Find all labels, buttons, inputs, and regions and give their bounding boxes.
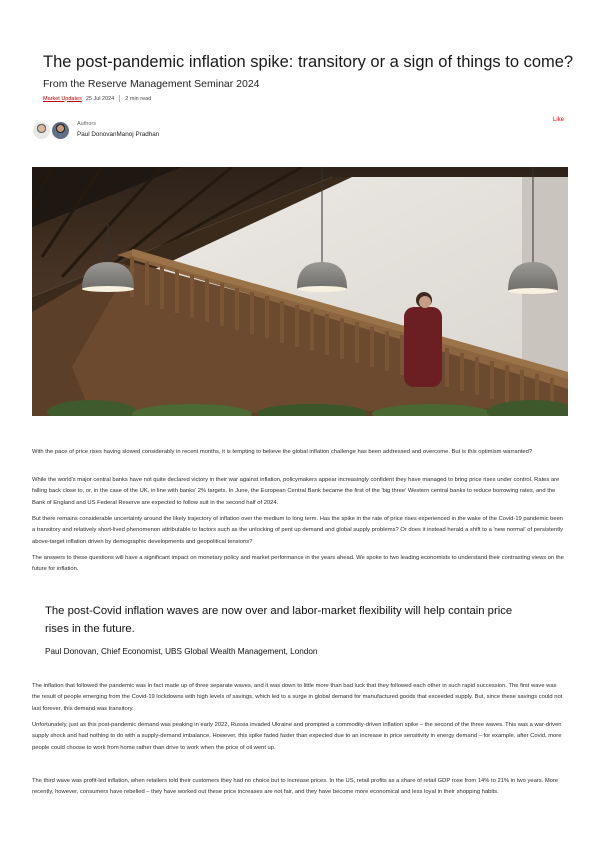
body-paragraph: The inflation that followed the pandemic was in fact made up of three separate waves, and it was down to little more than bad luck that they followed each other in such rapid succession. The first wave was the result of people emerging from the Covid-19 lockdowns with high levels of savings, which led to a surge in global demand for manufactured goods that exceeded supply. But, since these savings could not last forever, this demand was transitory. <box>32 683 563 712</box>
pull-quote: The post-Covid inflation waves are now over and labor-market flexibility will help contain price rises in the future. <box>45 605 513 635</box>
quote-attribution: Paul Donovan, Chief Economist, UBS Global Wealth Management, London <box>45 647 318 656</box>
body-paragraph: Unfortunately, just as this post-pandemic demand was peaking in early 2022, Russia invaded Ukraine and prompted a commodity-driven inflation spike – the second of the three waves. This was a war-driven supply shock and had nothing to do with a supply-demand imbalance. However, this spike faded faster than expected due to an increase in price sensitivity in energy demand – for example, after Covid, more people could choose to work from home rather than drive to work when the price of oil went up. <box>32 722 562 751</box>
author-avatars <box>32 121 72 141</box>
intro-paragraph: The answers to these questions will have a significant impact on monetary policy and market performance in the years ahead. We spoke to two leading economists to understand their contrasting views on the future for inflation. <box>32 555 564 573</box>
intro-paragraph: While the world's major central banks have not quite declared victory in their war against inflation, policymakers appear increasingly confident they have managed to bring price rises under control. Rates are falling back close to, or, in the case of the UK, in line with banks' 2% targets. In June, the European Central Bank became the first of the 'big three' Western central banks to reduce borrowing rates, and the Bank of England and US Federal Reserve are expected to follow suit in the second half of 2024. <box>32 477 560 506</box>
read-time: 2 min read <box>125 95 152 102</box>
category-link[interactable]: Market Updates <box>43 95 82 102</box>
meta-divider <box>119 95 120 102</box>
article-meta <box>43 95 151 102</box>
avatar[interactable] <box>51 121 70 140</box>
article-title: The post-pandemic inflation spike: transitory or a sign of things to come? <box>43 53 574 71</box>
article-subtitle: From the Reserve Management Seminar 2024 <box>43 78 260 90</box>
avatar[interactable] <box>32 121 51 140</box>
publish-date: 25 Jul 2024 <box>85 95 115 102</box>
staircase-photo <box>32 167 568 416</box>
authors-label: Authors <box>77 121 96 127</box>
body-paragraph: The third wave was profit-led inflation, when retailers told their customers they had no choice but to increase prices. In the US, retail profits as a share of retail GDP rose from 14% to 21% in two years. More recently, however, consumers have rebelled – they have worked out these price increases are not fair, and they have become more economical and less loyal in their shopping habits. <box>32 778 559 796</box>
author-names[interactable]: Paul DonovanManoj Pradhan <box>77 131 160 138</box>
like-button[interactable]: Like <box>552 117 564 123</box>
intro-paragraph: With the pace of price rises having slowed considerably in recent months, it is tempting to believe the global inflation challenge has been addressed and overcome. But is this optimism warranted? <box>32 449 533 455</box>
hero-image <box>32 167 568 416</box>
intro-paragraph: But there remains considerable uncertainty around the likely trajectory of inflation over the medium to long term. Has the spike in the rate of price rises experienced in the wake of the Covid-19 pandemic been a transitory and relatively short-lived phenomenon attributable to factors such as the unlocking of pent up demand and global supply problems? Or does it instead herald a shift to a 'new normal' of persistently above-target inflation driven by demographic developments and geopolitical tensions? <box>32 516 564 545</box>
